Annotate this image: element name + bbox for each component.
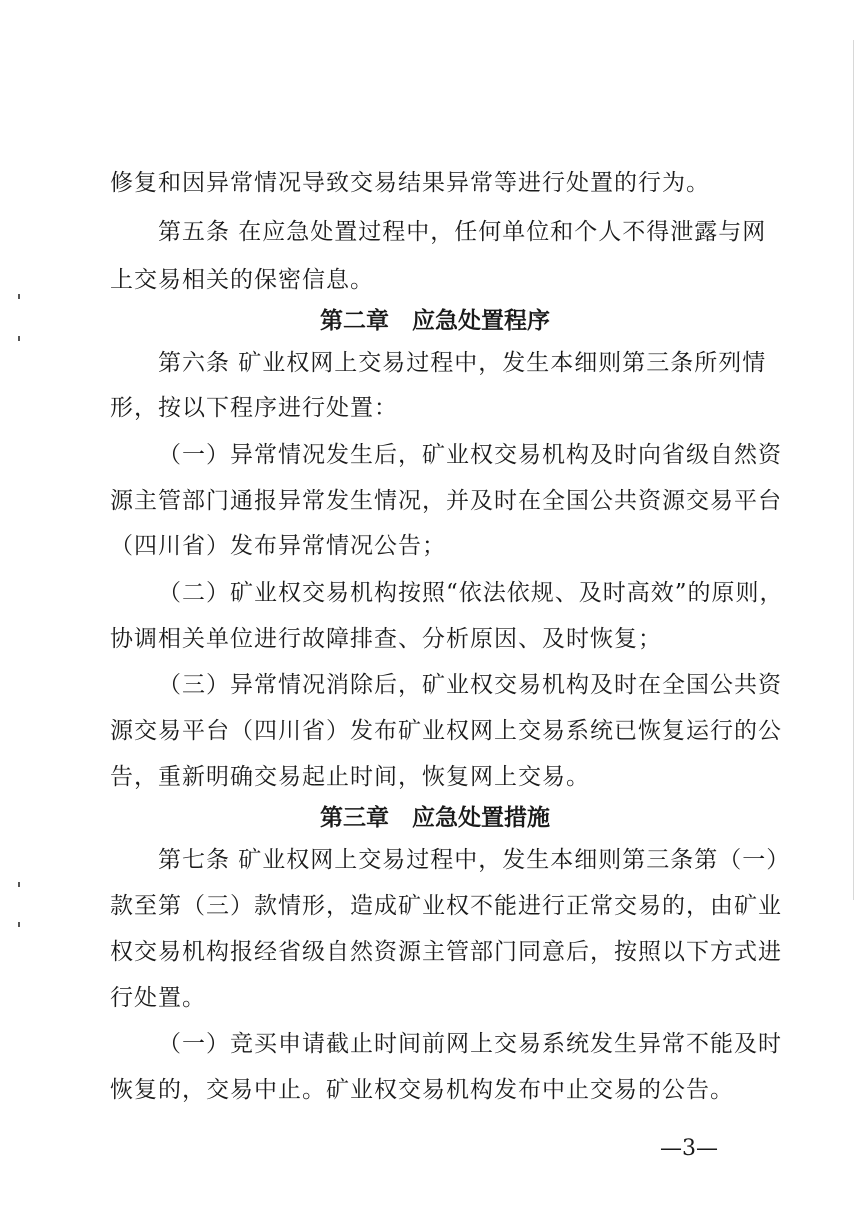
page-number: —3— <box>660 1136 718 1161</box>
paragraph-line: 款至第（三）款情形，造成矿业权不能进行正常交易的，由矿业 <box>110 893 782 919</box>
paragraph-first-line: （二）矿业权交易机构按照“依法依规、及时高效”的原则， <box>158 580 784 606</box>
paragraph-first-line: （三）异常情况消除后，矿业权交易机构及时在全国公共资 <box>158 672 782 698</box>
paragraph-line: 形，按以下程序进行处置： <box>110 395 398 421</box>
chapter-heading: 第三章 应急处置措施 <box>320 805 550 831</box>
margin-mark <box>18 294 20 299</box>
chapter-heading: 第二章 应急处置程序 <box>320 308 550 334</box>
paragraph-line: 协调相关单位进行故障排查、分析原因、及时恢复； <box>110 626 662 652</box>
margin-mark <box>18 336 20 341</box>
paragraph-first-line: 第五条 在应急处置过程中，任何单位和个人不得泄露与网 <box>158 219 767 245</box>
margin-mark <box>18 882 20 887</box>
paragraph-line: 修复和因异常情况导致交易结果异常等进行处置的行为。 <box>110 170 710 196</box>
paragraph-line: 恢复的，交易中止。矿业权交易机构发布中止交易的公告。 <box>110 1077 734 1103</box>
paragraph-line: 行处置。 <box>110 985 206 1011</box>
paragraph-first-line: （一）异常情况发生后，矿业权交易机构及时向省级自然资 <box>158 442 782 468</box>
paragraph-first-line: （一）竞买申请截止时间前网上交易系统发生异常不能及时 <box>158 1031 782 1057</box>
paragraph-line: 上交易相关的保密信息。 <box>110 267 374 293</box>
paragraph-line: 告，重新明确交易起止时间，恢复网上交易。 <box>110 764 590 790</box>
margin-mark <box>18 922 20 927</box>
paragraph-line: 权交易机构报经省级自然资源主管部门同意后，按照以下方式进 <box>110 939 782 965</box>
paragraph-line: 源主管部门通报异常发生情况，并及时在全国公共资源交易平台 <box>110 488 782 514</box>
paragraph-line: 源交易平台（四川省）发布矿业权网上交易系统已恢复运行的公 <box>110 718 782 744</box>
paragraph-first-line: 第六条 矿业权网上交易过程中，发生本细则第三条所列情 <box>158 350 767 376</box>
paragraph-line: （四川省）发布异常情况公告； <box>110 533 446 559</box>
paragraph-first-line: 第七条 矿业权网上交易过程中，发生本细则第三条第（一） <box>158 847 791 873</box>
page-edge-line <box>853 40 854 900</box>
